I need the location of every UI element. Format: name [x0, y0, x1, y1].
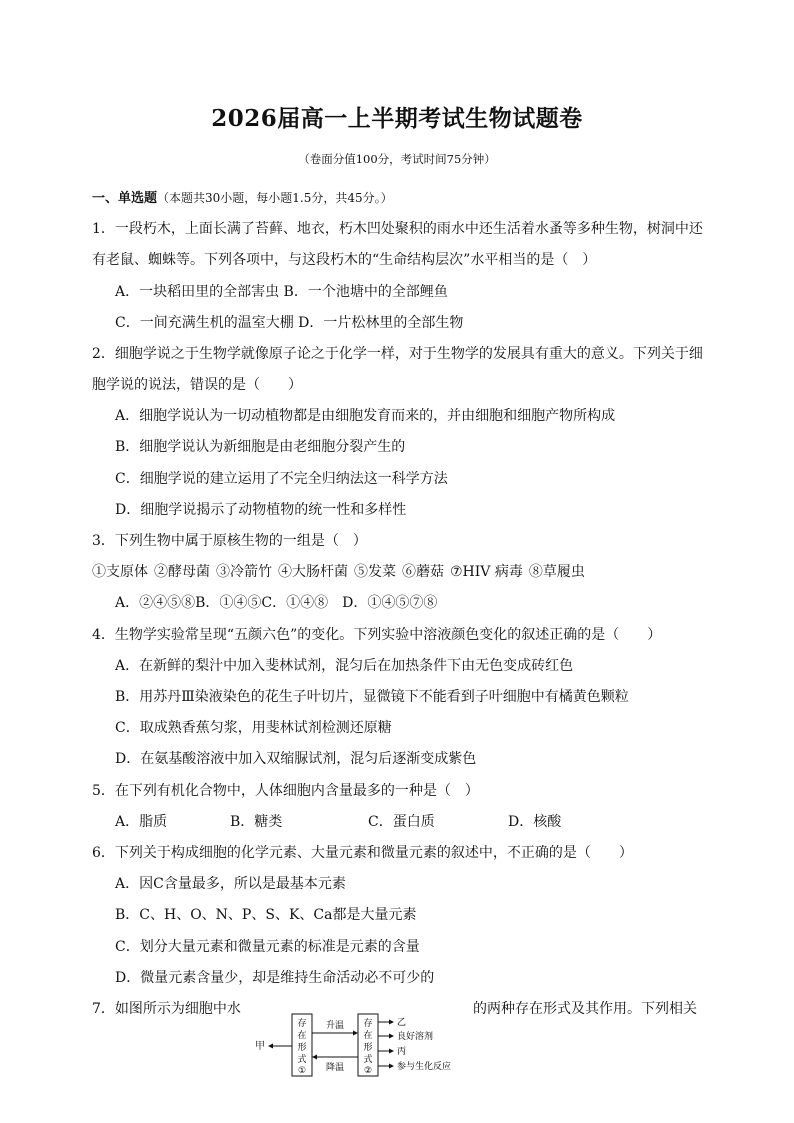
q6-option-d: D．微量元素含量少，却是维持生命活动必不可少的 — [115, 970, 435, 986]
q7-stem-left: 7．如图所示为细胞中水 — [92, 1001, 241, 1017]
q3-options: A．②④⑤⑧B．①④⑤C．①④⑧ D．①④⑤⑦⑧ — [115, 595, 438, 611]
q5-stem: 5．在下列有机化合物中，人体细胞内含量最多的一种是（ ） — [92, 783, 479, 799]
q4-stem: 4．生物学实验常呈现“五颜六色”的变化。下列实验中溶液颜色变化的叙述正确的是（ ） — [92, 627, 662, 643]
label-cooling: 降温 — [325, 1063, 345, 1073]
q4-option-c: C．取成熟香蕉匀浆，用斐林试剂检测还原糖 — [115, 720, 392, 736]
box1-char: 形 — [297, 1043, 307, 1053]
box2-char: ② — [363, 1066, 373, 1076]
output-arrowhead — [389, 1034, 394, 1039]
jia-arrowhead — [268, 1044, 273, 1049]
label-heating: 升温 — [325, 1021, 345, 1031]
q2-stem-line2: 胞学说的说法，错误的是（ ） — [92, 377, 302, 393]
output-arrowhead — [389, 1064, 394, 1069]
water-forms-diagram — [250, 1010, 480, 1080]
q1-options-ab: A．一块稻田里的全部害虫 B．一个池塘中的全部鲤鱼 — [115, 284, 448, 300]
q3-stem: 3．下列生物中属于原核生物的一组是（ ） — [92, 533, 367, 549]
q3-item: ①支原体 — [92, 564, 148, 580]
section-heading — [92, 188, 393, 209]
box1-char: 在 — [297, 1031, 307, 1041]
section-note: （本题共30小题，每小题1.5分，共45分。） — [157, 191, 393, 205]
output-good-solvent: 良好溶剂 — [397, 1032, 434, 1042]
box2-char: 存 — [363, 1019, 373, 1029]
exam-title: 2026届高一上半期考试生物试题卷 — [211, 105, 583, 132]
q2-option-c: C．细胞学说的建立运用了不完全归纳法这一科学方法 — [115, 471, 448, 487]
diagram-label-jia: 甲 — [255, 1041, 265, 1052]
q4-option-a: A．在新鲜的梨汁中加入斐林试剂，混匀后在加热条件下由无色变成砖红色 — [115, 658, 574, 674]
q2-option-b: B．细胞学说认为新细胞是由老细胞分裂产生的 — [115, 439, 406, 455]
q6-option-c: C．划分大量元素和微量元素的标准是元素的含量 — [115, 939, 420, 955]
output-yi: 乙 — [397, 1018, 407, 1028]
q6-stem: 6．下列关于构成细胞的化学元素、大量元素和微量元素的叙述中，不正确的是（ ） — [92, 845, 633, 861]
box1-char: ① — [297, 1066, 307, 1076]
q3-item: ⑦HIV 病毒 — [450, 564, 523, 580]
exam-subtitle: （卷面分值100分，考试时间75分钟） — [298, 152, 496, 166]
box2-char: 形 — [363, 1043, 373, 1053]
q5-option-b: B．糖类 — [230, 814, 283, 830]
q3-item: ③冷箭竹 — [216, 564, 272, 580]
q5-options — [115, 812, 561, 832]
q3-item: ⑤发菜 — [354, 564, 396, 580]
q4-option-b: B．用苏丹Ⅲ染液染色的花生子叶切片，显微镜下不能看到子叶细胞中有橘黄色颗粒 — [115, 689, 629, 705]
q1-stem-line1: 1．一段朽木，上面长满了苔藓、地衣，朽木凹处聚积的雨水中还生活着水蚤等多种生物，树洞中还 — [92, 221, 703, 237]
q3-organism-list — [92, 562, 591, 582]
q1-options-cd: C．一间充满生机的温室大棚 D．一片松林里的全部生物 — [115, 315, 464, 331]
q6-option-b: B．C、H、O、N、P、S、K、Ca都是大量元素 — [115, 907, 417, 923]
box1-char: 存 — [297, 1019, 307, 1029]
box2-char: 式 — [363, 1055, 373, 1065]
q4-option-d: D．在氨基酸溶液中加入双缩脲试剂，混匀后逐渐变成紫色 — [115, 751, 477, 767]
output-arrowhead — [389, 1020, 394, 1025]
q1-stem-line2: 有老鼠、蜘蛛等。下列各项中，与这段朽木的“生命结构层次”水平相当的是（ ） — [92, 252, 597, 268]
section-name: 一、单选题 — [92, 191, 158, 206]
q2-stem-line1: 2．细胞学说之于生物学就像原子论之于化学一样，对于生物学的发展具有重大的意义。下列关于细 — [92, 346, 703, 362]
q2-option-a: A．细胞学说认为一切动植物都是由细胞发育而来的，并由细胞和细胞产物所构成 — [115, 408, 616, 424]
q3-item: ②酵母菌 — [154, 564, 210, 580]
box2-char: 在 — [363, 1031, 373, 1041]
q5-option-d: D．核酸 — [508, 814, 562, 830]
cooling-arrowhead — [312, 1055, 317, 1060]
q3-item: ⑧草履虫 — [528, 564, 585, 580]
q2-option-d: D．细胞学说揭示了动物植物的统一性和多样性 — [115, 502, 407, 518]
q6-option-a: A．因C含量最多，所以是最基本元素 — [115, 876, 346, 892]
box1-char: 式 — [297, 1055, 307, 1065]
q3-item: ⑥蘑菇 — [402, 564, 444, 580]
output-biochemical-reaction: 参与生化反应 — [397, 1062, 452, 1072]
output-arrowhead — [389, 1049, 394, 1054]
q3-item: ④大肠杆菌 — [278, 564, 348, 580]
q5-option-a: A．脂质 — [115, 814, 168, 830]
heating-arrowhead — [353, 1031, 358, 1036]
q7-stem-right: 的两种存在形式及其作用。下列相关 — [473, 1001, 697, 1017]
output-bing: 丙 — [397, 1047, 407, 1057]
q5-option-c: C．蛋白质 — [368, 814, 435, 830]
